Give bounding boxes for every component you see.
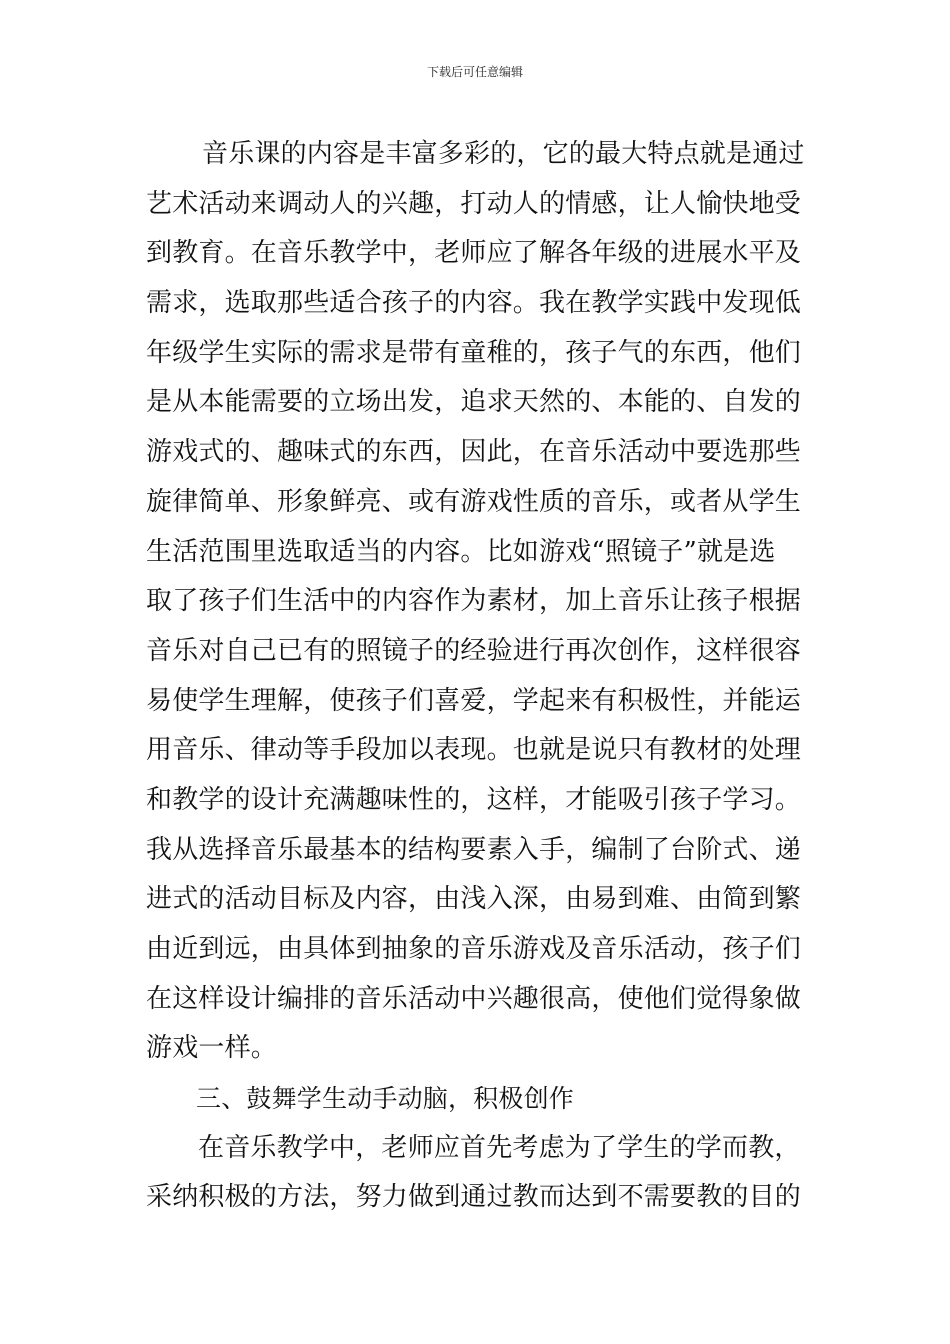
paragraph-line: 艺术活动来调动人的兴趣，打动人的情感，让人愉快地受: [146, 188, 802, 219]
page-header-note: 下载后可任意编辑: [426, 65, 523, 79]
paragraph-line: 和教学的设计充满趣味性的，这样，才能吸引孩子学习。: [146, 784, 802, 815]
paragraph-line: 是从本能需要的立场出发，追求天然的、本能的、自发的: [146, 387, 802, 418]
paragraph-line: 易使学生理解，使孩子们喜爱，学起来有积极性，并能运: [146, 685, 802, 716]
paragraph-line: 我从选择音乐最基本的结构要素入手，编制了台阶式、递: [146, 834, 802, 865]
paragraph-line: 游戏式的、趣味式的东西，因此，在音乐活动中要选那些: [146, 437, 802, 468]
paragraph-line: 生活范围里选取适当的内容。比如游戏“照镜子”就是选: [146, 536, 776, 567]
paragraph-line: 取了孩子们生活中的内容作为素材，加上音乐让孩子根据: [146, 586, 802, 617]
paragraph-line: 由近到远，由具体到抽象的音乐游戏及音乐活动，孩子们: [146, 934, 802, 964]
section-heading: 三、鼓舞学生动手动脑，积极创作: [196, 1084, 575, 1114]
paragraph-line: 在音乐教学中，老师应首先考虑为了学生的学而教，: [198, 1132, 801, 1163]
paragraph-line: 旋律简单、形象鲜亮、或有游戏性质的音乐，或者从学生: [146, 486, 802, 517]
paragraph-line: 年级学生实际的需求是带有童稚的，孩子气的东西，他们: [146, 337, 802, 368]
document-body: [146, 130, 810, 1223]
paragraph-line: 游戏一样。: [146, 1033, 278, 1064]
paragraph-line: 需求，选取那些适合孩子的内容。我在教学实践中发现低: [146, 288, 802, 319]
paragraph-line: 音乐对自己已有的照镜子的经验进行再次创作，这样很容: [146, 635, 802, 666]
paragraph-line: 采纳积极的方法，努力做到通过教而达到不需要教的目的: [146, 1182, 802, 1213]
paragraph-line: 在这样设计编排的音乐活动中兴趣很高，使他们觉得象做: [146, 983, 802, 1014]
paragraph-line: 到教育。在音乐教学中，老师应了解各年级的进展水平及: [146, 238, 802, 269]
paragraph-line: 音乐课的内容是丰富多彩的，它的最大特点就是通过: [202, 139, 805, 169]
paragraph-line: 用音乐、律动等手段加以表现。也就是说只有教材的处理: [146, 735, 802, 766]
paragraph-line: 进式的活动目标及内容，由浅入深，由易到难、由简到繁: [146, 884, 802, 915]
